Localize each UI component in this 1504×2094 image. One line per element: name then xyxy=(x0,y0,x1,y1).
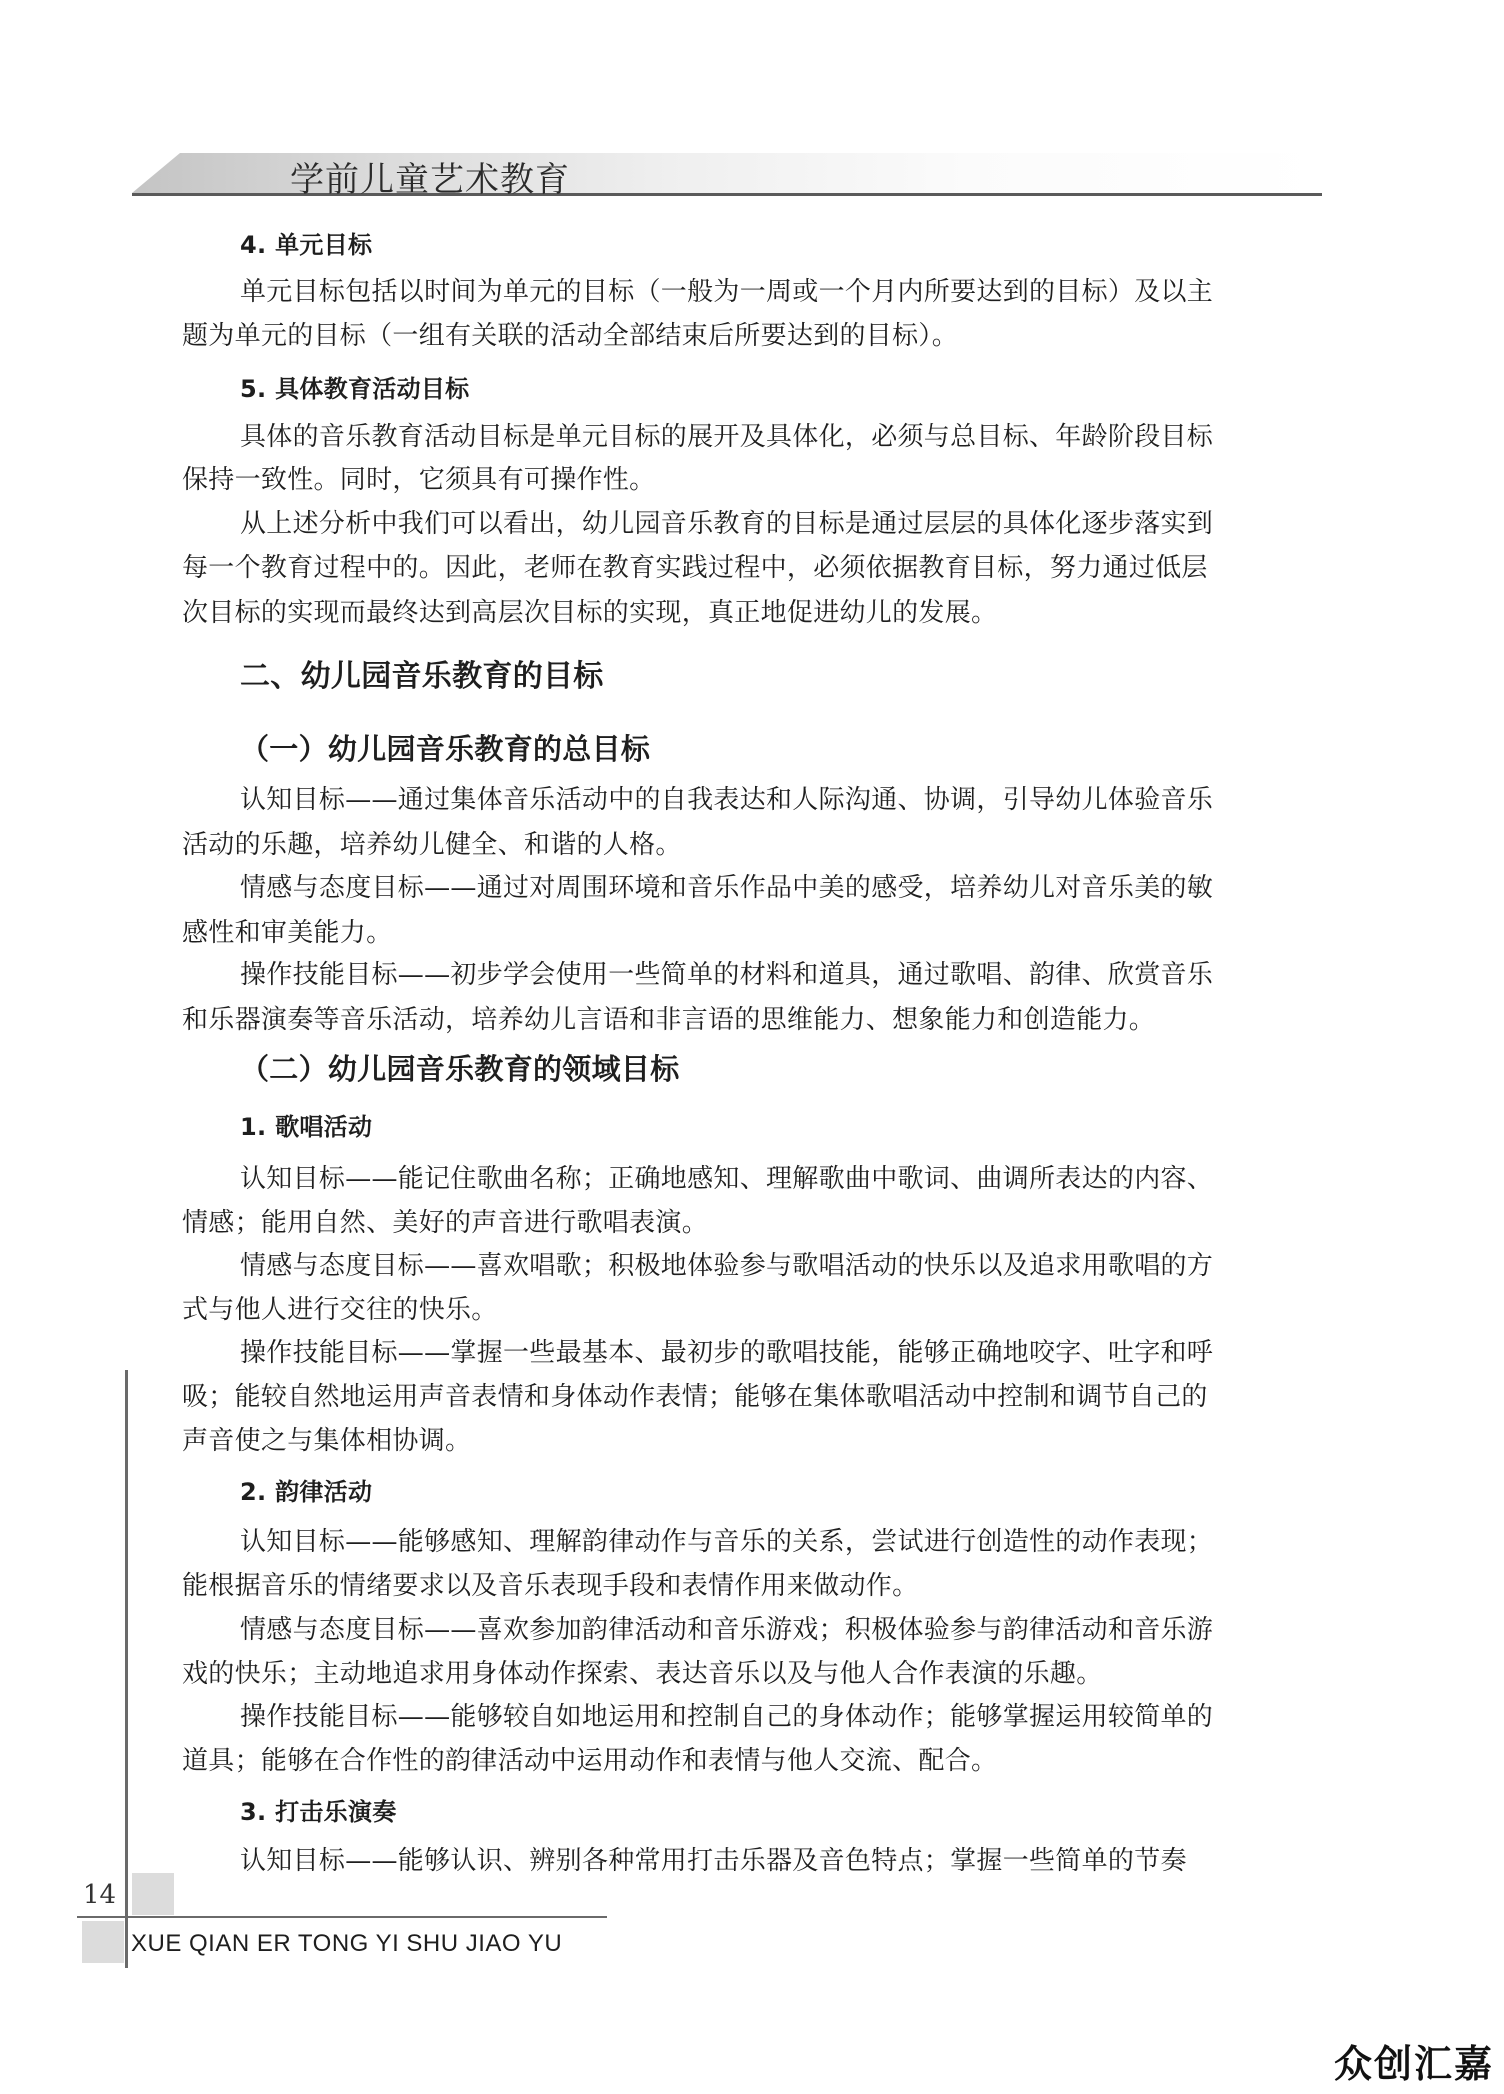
domain-heading-percussion: 3. 打击乐演奏 xyxy=(240,1798,397,1826)
footer-horizontal-rule xyxy=(77,1916,607,1918)
paragraph-line: 吸；能较自然地运用声音表情和身体动作表情；能够在集体歌唱活动中控制和调节自己的 xyxy=(182,1382,1208,1412)
paragraph-line: 感性和审美能力。 xyxy=(182,918,393,948)
paragraph-line: 戏的快乐；主动地追求用身体动作探索、表达音乐以及与他人合作表演的乐趣。 xyxy=(182,1659,1103,1689)
paragraph-line: 题为单元的目标（一组有关联的活动全部结束后所要达到的目标）。 xyxy=(182,321,959,351)
chapter-section-heading: 二、幼儿园音乐教育的目标 xyxy=(240,659,604,694)
footer-vertical-rule xyxy=(125,1370,128,1968)
paragraph-line: 认知目标——能够认识、辨别各种常用打击乐器及音色特点；掌握一些简单的节奏 xyxy=(240,1846,1187,1876)
paragraph-line: 每一个教育过程中的。因此，老师在教育实践过程中，必须依据教育目标，努力通过低层 xyxy=(182,553,1208,583)
paragraph-line: 从上述分析中我们可以看出，幼儿园音乐教育的目标是通过层层的具体化逐步落实到 xyxy=(240,509,1214,539)
paragraph-line: 操作技能目标——能够较自如地运用和控制自己的身体动作；能够掌握运用较简单的 xyxy=(240,1702,1214,1732)
paragraph-line: 操作技能目标——初步学会使用一些简单的材料和道具，通过歌唱、韵律、欣赏音乐 xyxy=(240,960,1214,990)
subsection-heading-overall-goals: （一）幼儿园音乐教育的总目标 xyxy=(240,732,651,766)
paragraph-line: 认知目标——能够感知、理解韵律动作与音乐的关系，尝试进行创造性的动作表现； xyxy=(240,1527,1214,1557)
running-header-title: 学前儿童艺术教育 xyxy=(290,160,570,200)
paragraph-line: 情感与态度目标——喜欢唱歌；积极地体验参与歌唱活动的快乐以及追求用歌唱的方 xyxy=(240,1251,1214,1281)
paragraph-line: 能根据音乐的情绪要求以及音乐表现手段和表情作用来做动作。 xyxy=(182,1571,919,1601)
paragraph-line: 声音使之与集体相协调。 xyxy=(182,1426,472,1456)
domain-heading-rhythm: 2. 韵律活动 xyxy=(240,1478,373,1506)
page-number: 14 xyxy=(83,1880,117,1910)
paragraph-line: 情感与态度目标——喜欢参加韵律活动和音乐游戏；积极体验参与韵律活动和音乐游 xyxy=(240,1615,1214,1645)
footer-gray-block xyxy=(132,1873,174,1915)
paragraph-line: 道具；能够在合作性的韵律活动中运用动作和表情与他人交流、配合。 xyxy=(182,1746,998,1776)
paragraph-line: 具体的音乐教育活动目标是单元目标的展开及具体化，必须与总目标、年龄阶段目标 xyxy=(240,422,1214,452)
paragraph-line: 单元目标包括以时间为单元的目标（一般为一周或一个月内所要达到的目标）及以主 xyxy=(240,277,1214,307)
section-heading-unit-goals: 4. 单元目标 xyxy=(240,231,373,259)
domain-heading-singing: 1. 歌唱活动 xyxy=(240,1113,373,1141)
footer-book-title: XUE QIAN ER TONG YI SHU JIAO YU xyxy=(131,1930,563,1957)
paragraph-line: 和乐器演奏等音乐活动，培养幼儿言语和非言语的思维能力、想象能力和创造能力。 xyxy=(182,1005,1156,1035)
paragraph-line: 情感与态度目标——通过对周围环境和音乐作品中美的感受，培养幼儿对音乐美的敏 xyxy=(240,873,1214,903)
paragraph-line: 认知目标——通过集体音乐活动中的自我表达和人际沟通、协调，引导幼儿体验音乐 xyxy=(240,785,1214,815)
watermark-logo: 众创汇嘉 xyxy=(1333,2042,1494,2086)
paragraph-line: 情感；能用自然、美好的声音进行歌唱表演。 xyxy=(182,1208,709,1238)
paragraph-line: 式与他人进行交往的快乐。 xyxy=(182,1295,498,1325)
section-heading-activity-goals: 5. 具体教育活动目标 xyxy=(240,375,470,403)
footer-gray-block xyxy=(82,1921,124,1963)
paragraph-line: 操作技能目标——掌握一些最基本、最初步的歌唱技能，能够正确地咬字、吐字和呼 xyxy=(240,1338,1214,1368)
subsection-heading-domain-goals: （二）幼儿园音乐教育的领域目标 xyxy=(240,1052,680,1086)
paragraph-line: 活动的乐趣，培养幼儿健全、和谐的人格。 xyxy=(182,830,682,860)
paragraph-line: 次目标的实现而最终达到高层次目标的实现，真正地促进幼儿的发展。 xyxy=(182,598,998,628)
paragraph-line: 保持一致性。同时，它须具有可操作性。 xyxy=(182,465,656,495)
paragraph-line: 认知目标——能记住歌曲名称；正确地感知、理解歌曲中歌词、曲调所表达的内容、 xyxy=(240,1164,1214,1194)
